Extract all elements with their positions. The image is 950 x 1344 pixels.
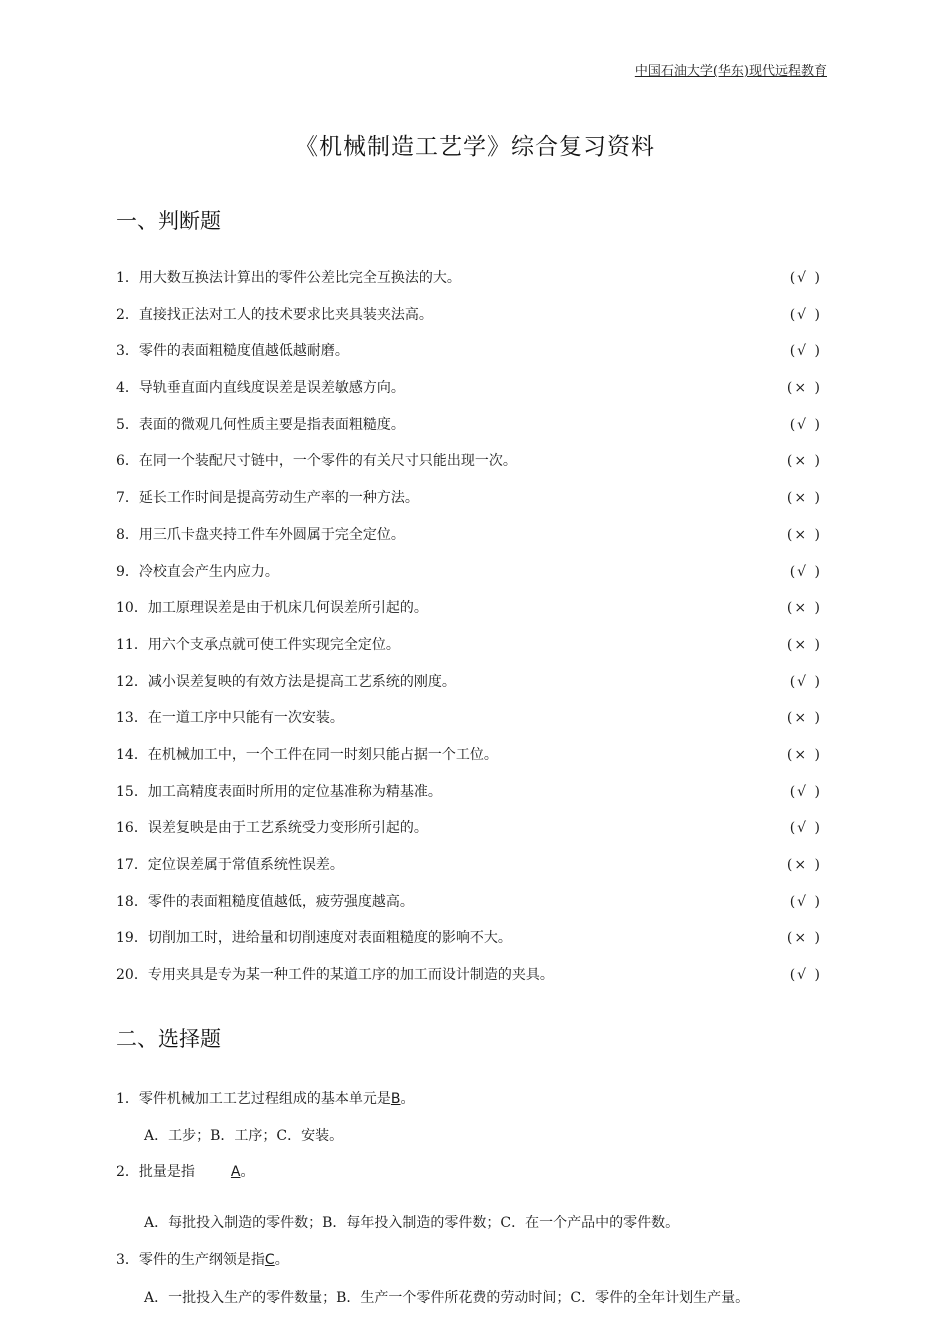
judge-question-item (116, 745, 822, 782)
question-stem: 1．零件机械加工工艺过程组成的基本单元是 (116, 1091, 391, 1107)
answer-mark: (× ) (786, 710, 822, 727)
question-text: 15．加工高精度表面时所用的定位基准称为精基准。 (116, 783, 442, 800)
question-end: 。 (274, 1252, 289, 1268)
judge-question-item (116, 855, 822, 892)
question-stem: 3．零件的生产纲领是指 (116, 1252, 265, 1268)
choice-question-3 (116, 1249, 289, 1269)
question-text: 19．切削加工时，进给量和切削速度对表面粗糙度的影响不大。 (116, 930, 512, 947)
page-title: 《机械制造工艺学》综合复习资料 (295, 134, 655, 160)
choice-options-2: A．每批投入制造的零件数；B．每年投入制造的零件数；C．在一个产品中的零件数。 (144, 1215, 680, 1231)
answer-mark: (√ ) (789, 343, 822, 360)
question-text: 17．定位误差属于常值系统性误差。 (116, 857, 344, 873)
answer-mark: (√ ) (789, 967, 822, 984)
judge-question-item (116, 782, 822, 819)
answer-mark: (× ) (786, 930, 822, 947)
question-text: 13．在一道工序中只能有一次安装。 (116, 710, 344, 727)
section-heading-judge: 一、判断题 (116, 209, 221, 233)
question-end: 。 (400, 1091, 415, 1107)
question-stem: 2．批量是指 (116, 1164, 195, 1180)
answer-mark: (√ ) (789, 783, 822, 800)
question-text: 6．在同一个装配尺寸链中，一个零件的有关尺寸只能出现一次。 (116, 453, 517, 470)
answer-mark: (√ ) (789, 306, 822, 323)
question-text: 18．零件的表面粗糙度值越低，疲劳强度越高。 (116, 893, 414, 910)
judge-question-item (116, 635, 822, 672)
judge-question-item (116, 965, 822, 1002)
answer-mark: (× ) (786, 857, 822, 873)
question-text: 11．用六个支承点就可使工件实现完全定位。 (116, 636, 400, 653)
judge-question-item (116, 305, 822, 342)
answer-mark: (× ) (786, 490, 822, 507)
question-text: 12．减小误差复映的有效方法是提高工艺系统的刚度。 (116, 673, 456, 690)
question-text: 9．冷校直会产生内应力。 (116, 563, 279, 580)
judge-question-item (116, 928, 822, 965)
question-text: 16．误差复映是由于工艺系统受力变形所引起的。 (116, 820, 428, 837)
question-text: 3．零件的表面粗糙度值越低越耐磨。 (116, 343, 349, 360)
judge-question-list (116, 268, 822, 1002)
question-text: 1．用大数互换法计算出的零件公差比完全互换法的大。 (116, 270, 461, 286)
question-text: 4．导轨垂直面内直线度误差是误差敏感方向。 (116, 380, 405, 397)
answer-mark: (× ) (786, 600, 822, 617)
judge-question-item (116, 378, 822, 415)
question-text: 10．加工原理误差是由于机床几何误差所引起的。 (116, 600, 428, 617)
judge-question-item (116, 892, 822, 929)
judge-question-item (116, 672, 822, 709)
answer-mark: (× ) (786, 380, 822, 397)
answer-mark: (√ ) (789, 416, 822, 433)
choice-options-3: A．一批投入生产的零件数量；B．生产一个零件所花费的劳动时间；C．零件的全年计划生产量。 (144, 1290, 750, 1306)
answer-letter: A (230, 1164, 241, 1180)
judge-question-item (116, 415, 822, 452)
answer-mark: (√ ) (789, 893, 822, 910)
choice-options-1: A．工步；B．工序；C．安装。 (144, 1128, 344, 1144)
question-text: 14．在机械加工中，一个工件在同一时刻只能占据一个工位。 (116, 746, 498, 763)
answer-mark: (× ) (786, 526, 822, 543)
question-text: 8．用三爪卡盘夹持工件车外圆属于完全定位。 (116, 526, 405, 543)
judge-question-item (116, 598, 822, 635)
question-text: 20．专用夹具是专为某一种工件的某道工序的加工而设计制造的夹具。 (116, 967, 554, 984)
judge-question-item (116, 562, 822, 599)
answer-letter: B (390, 1091, 401, 1107)
answer-mark: (× ) (786, 453, 822, 470)
judge-question-item (116, 451, 822, 488)
answer-mark: (√ ) (789, 673, 822, 690)
judge-question-item (116, 525, 822, 562)
answer-mark: (√ ) (789, 563, 822, 580)
answer-mark: (× ) (786, 636, 822, 653)
answer-mark: (√ ) (789, 820, 822, 837)
question-end: 。 (240, 1164, 255, 1180)
choice-question-1 (116, 1088, 415, 1108)
answer-mark: (√ ) (789, 270, 822, 286)
answer-letter: C (264, 1252, 275, 1268)
question-text: 2．直接找正法对工人的技术要求比夹具装夹法高。 (116, 306, 433, 323)
judge-question-item (116, 818, 822, 855)
judge-question-item (116, 268, 822, 305)
judge-question-item (116, 708, 822, 745)
section-heading-choice: 二、选择题 (116, 1027, 221, 1051)
judge-question-item (116, 488, 822, 525)
judge-question-item (116, 341, 822, 378)
header-org: 中国石油大学(华东)现代远程教育 (634, 64, 827, 79)
question-text: 5．表面的微观几何性质主要是指表面粗糙度。 (116, 416, 405, 433)
answer-mark: (× ) (786, 746, 822, 763)
question-text: 7．延长工作时间是提高劳动生产率的一种方法。 (116, 490, 419, 507)
choice-question-2 (116, 1161, 255, 1181)
